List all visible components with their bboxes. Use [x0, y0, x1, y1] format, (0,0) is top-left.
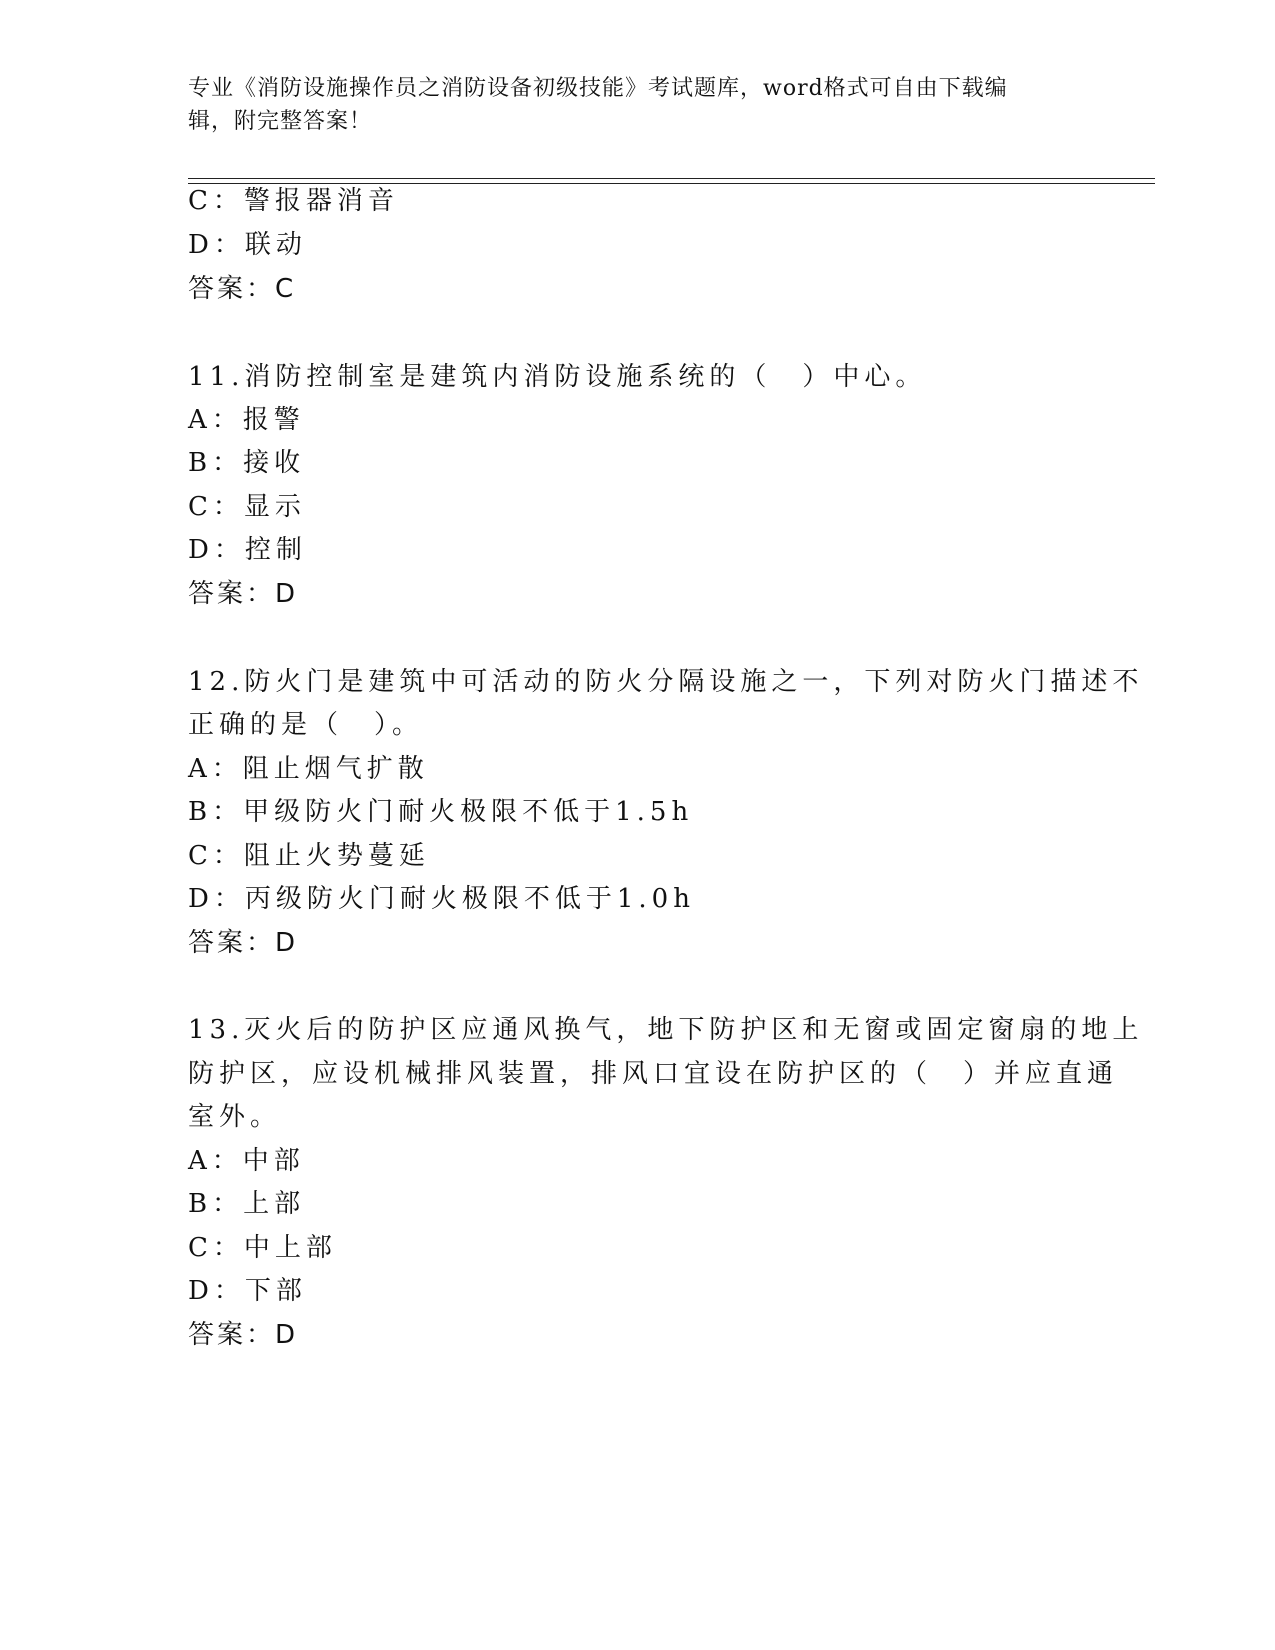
answer-line: 答案：D — [188, 928, 299, 958]
option-d: D：丙级防火门耐火极限不低于1.0h — [188, 884, 695, 914]
answer-line: 答案：D — [188, 579, 299, 609]
option-d: D：联动 — [188, 230, 307, 260]
option-c: C：显示 — [188, 492, 306, 522]
question-stem-continued: 防护区，应设机械排风装置，排风口宜设在防护区的（ ）并应直通 — [188, 1059, 1119, 1089]
question-stem-continued: 正确的是（ ）。 — [188, 710, 424, 740]
option-d: D：控制 — [188, 535, 307, 565]
question-stem-continued: 室外。 — [188, 1102, 282, 1132]
option-b: B：上部 — [188, 1189, 306, 1219]
option-a: A：阻止烟气扩散 — [188, 754, 429, 784]
option-a: A：中部 — [188, 1146, 305, 1176]
header-line-2: 辑，附完整答案！ — [188, 109, 373, 134]
option-d: D：下部 — [188, 1276, 307, 1306]
header-line-1: 专业《消防设施操作员之消防设备初级技能》考试题库，word格式可自由下载编 — [188, 76, 1008, 101]
option-b: B：接收 — [188, 448, 306, 478]
question-stem: 11.消防控制室是建筑内消防设施系统的（ ）中心。 — [188, 362, 927, 392]
option-b: B：甲级防火门耐火极限不低于1.5h — [188, 797, 694, 827]
option-c: C：中上部 — [188, 1233, 337, 1263]
question-stem: 12.防火门是建筑中可活动的防火分隔设施之一，下列对防火门描述不 — [188, 667, 1144, 697]
option-c: C：阻止火势蔓延 — [188, 841, 430, 871]
answer-line: 答案：C — [188, 274, 297, 304]
document-header — [188, 72, 1068, 138]
option-a: A：报警 — [188, 405, 305, 435]
answer-line: 答案：D — [188, 1320, 299, 1350]
option-c: C：警报器消音 — [188, 186, 399, 216]
question-stem: 13.灭火后的防护区应通风换气，地下防护区和无窗或固定窗扇的地上 — [188, 1015, 1144, 1045]
